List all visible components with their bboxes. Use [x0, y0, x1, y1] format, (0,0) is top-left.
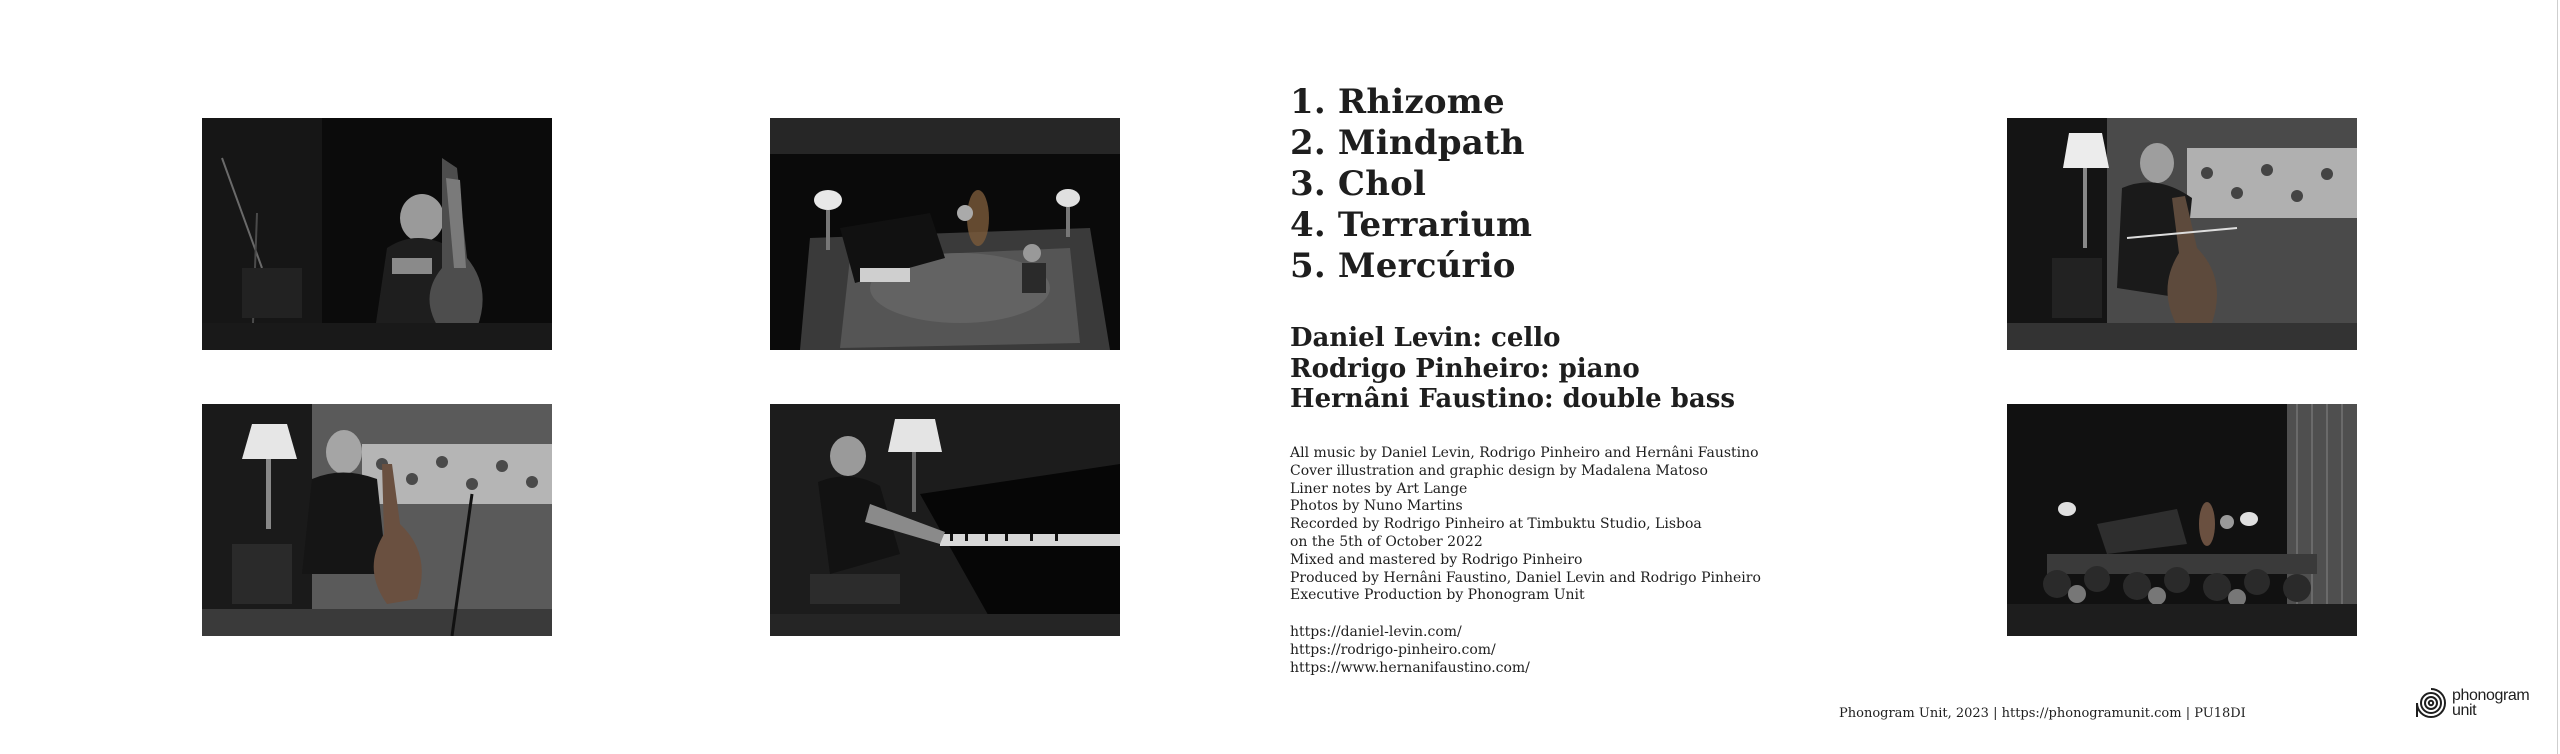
- pianist-photo-image: [770, 404, 1120, 636]
- trio-overhead-photo-image: [770, 118, 1120, 350]
- credit-line: Mixed and mastered by Rodrigo Pinheiro: [1290, 551, 1583, 568]
- page-edge-divider: [2557, 0, 2558, 754]
- personnel-entry: Rodrigo Pinheiro: piano: [1290, 353, 1640, 384]
- trio-audience-photo-image: [2007, 404, 2357, 636]
- credit-line: Recorded by Rodrigo Pinheiro at Timbuktu Studio, Lisboa: [1290, 516, 1702, 533]
- credit-line: Cover illustration and graphic design by Madalena Matoso: [1290, 462, 1708, 479]
- track-title: 4. Terrarium: [1290, 205, 1533, 245]
- cellist-leaning-photo-image: [2007, 118, 2357, 350]
- logo-line-2: unit: [2452, 702, 2477, 719]
- photo-cellist-seated: [202, 404, 552, 636]
- credit-line: Produced by Hernâni Faustino, Daniel Levin and Rodrigo Pinheiro: [1290, 569, 1761, 586]
- links-list: [1290, 624, 1530, 677]
- track-title: 1. Rhizome: [1290, 82, 1505, 122]
- credit-line: Photos by Nuno Martins: [1290, 498, 1463, 515]
- photo-bassist: [202, 118, 552, 350]
- credit-line: Liner notes by Art Lange: [1290, 480, 1468, 497]
- personnel-entry: Daniel Levin: cello: [1290, 323, 1561, 353]
- footer-text: Phonogram Unit, 2023 | https://phonogramunit.com | PU18DI: [1839, 706, 2246, 721]
- personnel-entry: Hernâni Faustino: double bass: [1290, 384, 1735, 414]
- phonogram-unit-logo: [2414, 686, 2529, 720]
- cellist-seated-photo-image: [202, 404, 552, 636]
- photo-pianist: [770, 404, 1120, 636]
- track-title: 3. Chol: [1290, 164, 1427, 204]
- credit-line: on the 5th of October 2022: [1290, 533, 1483, 550]
- link-hernani-faustino: https://www.hernanifaustino.com/: [1290, 659, 1530, 676]
- credits-list: [1290, 445, 1761, 605]
- bassist-photo-image: [202, 118, 552, 350]
- concentric-spiral-icon: [2414, 686, 2448, 720]
- track-title: 2. Mindpath: [1290, 123, 1525, 163]
- link-rodrigo-pinheiro: https://rodrigo-pinheiro.com/: [1290, 641, 1496, 658]
- track-title: 5. Mercúrio: [1290, 246, 1516, 286]
- credit-line: All music by Daniel Levin, Rodrigo Pinheiro and Hernâni Faustino: [1290, 445, 1759, 461]
- logo-line-1: phonogram: [2452, 687, 2530, 704]
- photo-cellist-leaning: [2007, 118, 2357, 350]
- logo-wordmark: [2452, 688, 2529, 718]
- personnel-list: [1290, 323, 1735, 415]
- link-daniel-levin: https://daniel-levin.com/: [1290, 624, 1462, 640]
- photo-trio-audience: [2007, 404, 2357, 636]
- photo-trio-overhead: [770, 118, 1120, 350]
- tracklist: [1290, 82, 1532, 287]
- credit-line: Executive Production by Phonogram Unit: [1290, 587, 1585, 604]
